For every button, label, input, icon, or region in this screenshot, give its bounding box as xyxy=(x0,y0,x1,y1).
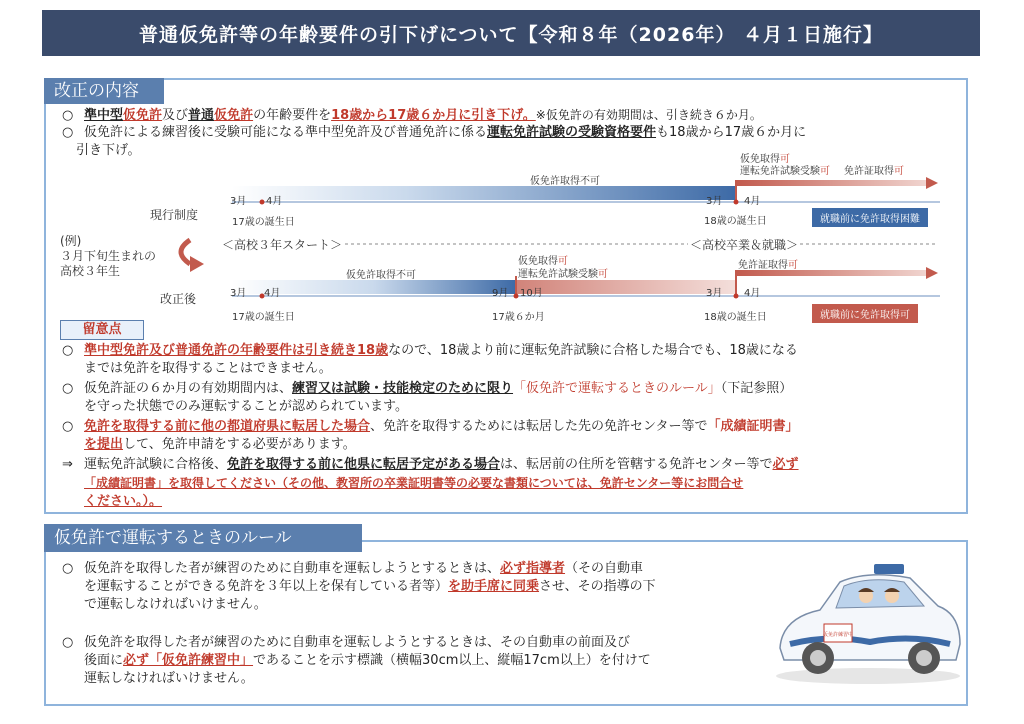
current-result-pill: 就職前に免許取得困難 xyxy=(812,208,928,227)
practice-car-illustration xyxy=(770,548,966,688)
current-exam-ok: 運転免許試験受験可 xyxy=(740,166,830,177)
revised-system-label: 改正後 xyxy=(160,292,197,306)
current-march-2: 3月 xyxy=(706,196,723,207)
hs-graduation-label: ＜高校卒業＆就職＞ xyxy=(690,238,799,252)
revised-17-6-dot xyxy=(514,294,519,299)
current-17-birthday: 17歳の誕生日 xyxy=(232,217,295,228)
revised-october: 10月 xyxy=(520,288,543,299)
revised-september: 9月 xyxy=(492,288,509,299)
current-blocked-bar xyxy=(232,186,736,200)
note-4: ⇒ 運転免許試験に合格後、免許を取得する前に他県に転居予定がある場合は、転居前の住所を管轄する免許センター等で必ず 「成績証明書」を取得してください（その他、教習所の卒業証明書等の必要な書類については、免許センター等にお問合せ ください。）。 xyxy=(62,457,799,509)
revised-18-birthday: 18歳の誕生日 xyxy=(704,312,767,323)
revision-bullet-1: ○ 準中型仮免許及び普通仮免許の年齢要件を18歳から17歳６か月に引き下げ。※仮免許の有効期間は、引き続き６か月。 xyxy=(62,108,762,123)
revised-april-2: 4月 xyxy=(744,288,761,299)
current-18-bday-dot xyxy=(734,200,739,205)
revised-march-2: 3月 xyxy=(706,288,723,299)
revised-april: 4月 xyxy=(264,288,281,299)
current-system-label: 現行制度 xyxy=(150,208,199,222)
current-april: 4月 xyxy=(266,196,283,207)
hs-start-label: ＜高校３年スタート＞ xyxy=(222,238,343,252)
note-3: ○ 免許を取得する前に他の都道府県に転居した場合、免許を取得するためには転居した先の免許センター等で「成績証明書」 を提出して、免許申請をする必要があります。 xyxy=(62,419,799,452)
current-not-allowed: 仮免許取得不可 xyxy=(530,176,600,187)
current-april-2: 4月 xyxy=(744,196,761,207)
example-arrow-head xyxy=(190,256,204,272)
revised-allowed-arrow xyxy=(926,267,938,279)
revised-17-6-months: 17歳６か月 xyxy=(492,312,545,323)
revised-18-bday-dot xyxy=(734,294,739,299)
revised-result-pill: 就職前に免許取得可 xyxy=(812,304,918,323)
revision-bullet-2: ○ 仮免許による練習後に受験可能になる準中型免許及び普通免許に係る運転免許試験の受験資格要件も18歳から17歳６か月に 引き下げ。 xyxy=(62,125,807,158)
rule-2: ○ 仮免許を取得した者が練習のために自動車を運転しようとするときは、その自動車の前面及び 後面に必ず「仮免許練習中」であることを示す標識（横幅30cm以上、縦幅17cm以上）を付けて 運転しなければいけません。 xyxy=(62,635,651,686)
note-1: ○ 準中型免許及び普通免許の年齢要件は引き続き18歳なので、18歳より前に運転免許試験に合格した場合でも、18歳になる までは免許を取得することはできません。 xyxy=(62,343,798,376)
rule-1: ○ 仮免許を取得した者が練習のために自動車を運転しようとするときは、必ず指導者（その自動車 を運転することができる免許を３年以上を保有している者等）を助手席に同乗させ、その指導の下 で運転しなければいけません。 xyxy=(62,561,656,612)
note-2: ○ 仮免許証の６か月の有効期間内は、練習又は試験・技能検定のために限り「仮免許で運転するときのルール」（下記参照） を守った状態でのみ運転することが認められています。 xyxy=(62,381,793,414)
revised-provisional-ok: 仮免取得可 xyxy=(518,256,568,267)
revised-not-allowed: 仮免許取得不可 xyxy=(346,270,416,281)
example-label: (例) xyxy=(60,234,82,248)
revised-license-ok: 免許証取得可 xyxy=(738,260,798,271)
example-desc-1: ３月下旬生まれの xyxy=(60,249,157,263)
current-march: 3月 xyxy=(230,196,247,207)
example-desc-2: 高校３年生 xyxy=(60,264,121,278)
rules-section-label: 仮免許で運転するときのルール xyxy=(44,524,362,552)
revised-exam-ok: 運転免許試験受験可 xyxy=(518,269,608,280)
revised-partial-bar xyxy=(516,280,736,294)
example-curved-arrow xyxy=(181,240,190,264)
page-title: 普通仮免許等の年齢要件の引下げについて【令和８年（2026年） ４月１日施行】 xyxy=(42,10,980,56)
notes-label: 留意点 xyxy=(60,320,144,340)
revision-section-label: 改正の内容 xyxy=(44,78,164,104)
practice-sign-text: 仮免許練習中 xyxy=(822,632,854,638)
revised-17-birthday: 17歳の誕生日 xyxy=(232,312,295,323)
current-allowed-bar xyxy=(736,180,926,186)
current-18-birthday: 18歳の誕生日 xyxy=(704,216,767,227)
revised-march: 3月 xyxy=(230,288,247,299)
current-provisional-ok: 仮免取得可 xyxy=(740,154,790,165)
current-license-ok: 免許証取得可 xyxy=(844,166,904,177)
current-17-bday-dot xyxy=(260,200,265,205)
current-allowed-arrow xyxy=(926,177,938,189)
